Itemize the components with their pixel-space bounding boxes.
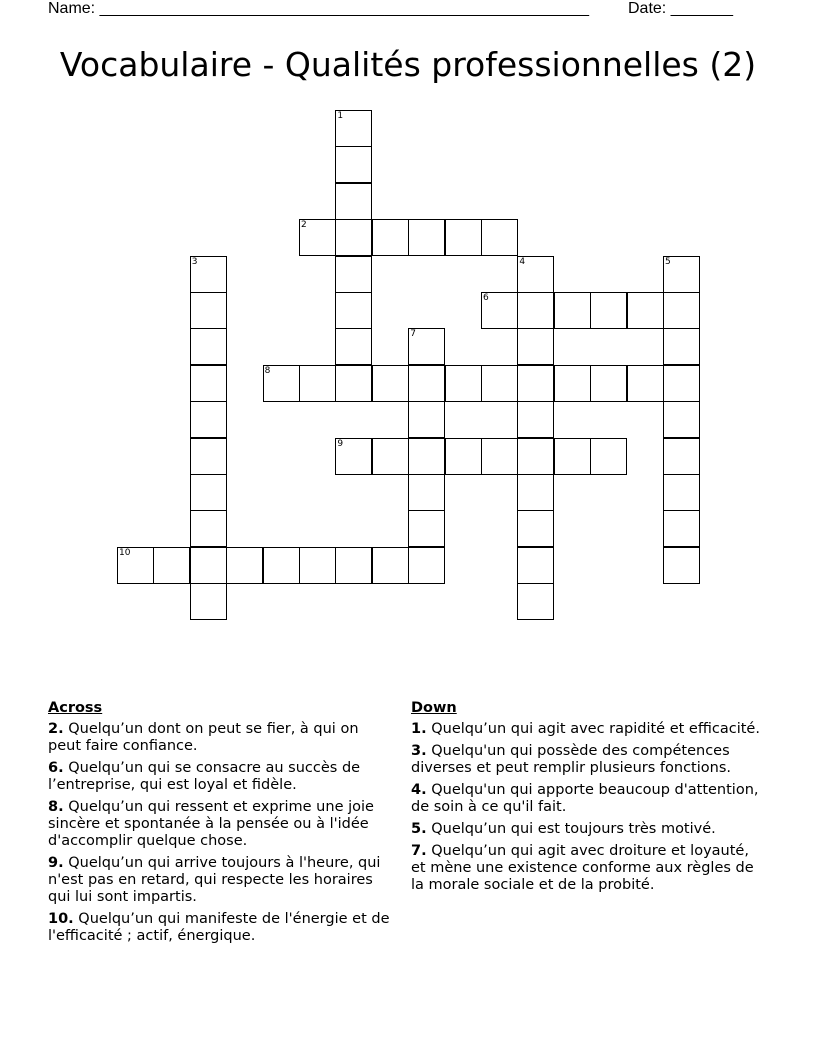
grid-cell[interactable] (517, 292, 554, 329)
grid-cell[interactable] (517, 401, 554, 438)
grid-cell[interactable] (299, 547, 336, 584)
grid-cell[interactable] (408, 401, 445, 438)
clue-text: Quelqu’un qui agit avec rapidité et efficacité. (431, 721, 760, 737)
grid-cell[interactable] (190, 438, 227, 475)
grid-cell[interactable] (408, 328, 445, 365)
clue-number: 1. (411, 721, 427, 737)
grid-cell[interactable] (481, 438, 518, 475)
clue-down-7 (411, 843, 761, 894)
grid-cell[interactable] (481, 292, 518, 329)
grid-cell[interactable] (372, 438, 409, 475)
grid-cell[interactable] (663, 328, 700, 365)
grid-cell[interactable] (335, 219, 372, 256)
grid-cell[interactable] (517, 547, 554, 584)
down-heading: Down (411, 700, 457, 716)
clue-number: 3. (411, 743, 427, 759)
grid-cell[interactable] (190, 547, 227, 584)
grid-cell[interactable] (481, 219, 518, 256)
name-field[interactable]: Name: _______________________________________________________ (48, 0, 589, 17)
grid-cell[interactable] (663, 547, 700, 584)
clue-down-4 (411, 782, 761, 816)
grid-cell[interactable] (190, 510, 227, 547)
grid-cell[interactable] (408, 219, 445, 256)
grid-cell[interactable] (590, 438, 627, 475)
clue-number-label: 4 (519, 256, 526, 267)
grid-cell[interactable] (517, 328, 554, 365)
grid-cell[interactable] (408, 474, 445, 511)
grid-cell[interactable] (517, 583, 554, 620)
grid-cell[interactable] (408, 438, 445, 475)
clue-text: Quelqu'un qui possède des compétences diverses et peut remplir plusieurs fonctions. (411, 743, 731, 776)
clue-number: 7. (411, 843, 427, 859)
grid-cell[interactable] (663, 401, 700, 438)
grid-cell[interactable] (663, 292, 700, 329)
grid-cell[interactable] (372, 365, 409, 402)
grid-cell[interactable] (335, 146, 372, 183)
clue-across-10 (48, 911, 393, 945)
clue-number: 4. (411, 782, 427, 798)
grid-cell[interactable] (190, 328, 227, 365)
across-heading: Across (48, 700, 103, 716)
page-title: Vocabulaire - Qualités professionnelles (2) (59, 45, 757, 84)
grid-cell[interactable] (335, 365, 372, 402)
clue-text: Quelqu’un qui ressent et exprime une joie sincère et spontanée à la pensée ou à l'idée d'accomplir quelque chose. (48, 799, 374, 849)
grid-cell[interactable] (627, 292, 664, 329)
grid-cell[interactable] (190, 583, 227, 620)
clue-number-label: 10 (119, 547, 131, 558)
grid-cell[interactable] (190, 401, 227, 438)
grid-cell[interactable] (554, 438, 591, 475)
grid-cell[interactable] (408, 547, 445, 584)
clue-number: 9. (48, 855, 64, 871)
grid-cell[interactable] (663, 256, 700, 293)
clue-text: Quelqu’un qui est toujours très motivé. (431, 821, 716, 837)
clue-text: Quelqu'un qui apporte beaucoup d'attention, de soin à ce qu'il fait. (411, 782, 759, 815)
grid-cell[interactable] (627, 365, 664, 402)
clue-text: Quelqu’un qui manifeste de l'énergie et de l'efficacité ; actif, énergique. (48, 911, 390, 944)
grid-cell[interactable] (445, 365, 482, 402)
grid-cell[interactable] (408, 510, 445, 547)
grid-cell[interactable] (408, 365, 445, 402)
grid-cell[interactable] (190, 365, 227, 402)
grid-cell[interactable] (590, 292, 627, 329)
clue-number-label: 3 (191, 256, 198, 267)
grid-cell[interactable] (335, 292, 372, 329)
across-clues (48, 700, 393, 950)
down-clues (411, 700, 761, 899)
grid-cell[interactable] (263, 547, 300, 584)
clue-number: 8. (48, 799, 64, 815)
grid-cell[interactable] (372, 547, 409, 584)
clue-text: Quelqu’un dont on peut se fier, à qui on peut faire confiance. (48, 721, 359, 754)
grid-cell[interactable] (590, 365, 627, 402)
clue-across-9 (48, 855, 393, 906)
clue-across-6 (48, 760, 393, 794)
grid-cell[interactable] (226, 547, 263, 584)
grid-cell[interactable] (663, 510, 700, 547)
grid-cell[interactable] (335, 256, 372, 293)
clue-text: Quelqu’un qui agit avec droiture et loyauté, et mène une existence conforme aux règles de la morale sociale et de la probité. (411, 843, 754, 893)
clue-number-label: 6 (483, 293, 489, 303)
grid-cell[interactable] (554, 365, 591, 402)
grid-cell[interactable] (663, 365, 700, 402)
grid-cell[interactable] (299, 365, 336, 402)
grid-cell[interactable] (663, 438, 700, 475)
grid-cell[interactable] (517, 256, 554, 293)
clue-number: 6. (48, 760, 64, 776)
date-field[interactable]: Date: _______ (628, 0, 733, 17)
grid-cell[interactable] (663, 474, 700, 511)
grid-cell[interactable] (335, 438, 372, 475)
grid-cell[interactable] (372, 219, 409, 256)
clue-number-label: 7 (410, 329, 416, 340)
clue-text: Quelqu’un qui se consacre au succès de l’entreprise, qui est loyal et fidèle. (48, 760, 361, 793)
grid-cell[interactable] (263, 365, 300, 402)
grid-cell[interactable] (335, 328, 372, 365)
grid-cell[interactable] (190, 474, 227, 511)
grid-cell[interactable] (517, 510, 554, 547)
clue-across-2 (48, 721, 393, 755)
grid-cell[interactable] (445, 219, 482, 256)
grid-cell[interactable] (335, 183, 372, 220)
clue-across-8 (48, 799, 393, 850)
clue-down-1 (411, 721, 761, 738)
grid-cell[interactable] (153, 547, 190, 584)
clue-number-label: 2 (301, 220, 307, 231)
clue-number-label: 8 (264, 365, 271, 376)
grid-cell[interactable] (445, 438, 482, 475)
grid-cell[interactable] (517, 365, 554, 402)
grid-cell[interactable] (517, 438, 554, 475)
clue-text: Quelqu’un qui arrive toujours à l'heure, qui n'est pas en retard, qui respecte les horaires qui lui sont impartis. (48, 855, 381, 905)
clue-number: 10. (48, 911, 74, 927)
grid-cell[interactable] (335, 547, 372, 584)
grid-cell[interactable] (481, 365, 518, 402)
grid-cell[interactable] (117, 547, 154, 584)
grid-cell[interactable] (517, 474, 554, 511)
clue-down-3 (411, 743, 761, 777)
clue-number: 2. (48, 721, 64, 737)
clue-number-label: 1 (337, 111, 344, 121)
grid-cell[interactable] (190, 256, 227, 293)
clue-number: 5. (411, 821, 427, 837)
grid-cell[interactable] (299, 219, 336, 256)
grid-cell[interactable] (554, 292, 591, 329)
clue-down-5 (411, 821, 761, 838)
grid-cell[interactable] (335, 110, 372, 147)
clue-number-label: 9 (337, 438, 344, 449)
clue-number-label: 5 (665, 256, 671, 267)
grid-cell[interactable] (190, 292, 227, 329)
